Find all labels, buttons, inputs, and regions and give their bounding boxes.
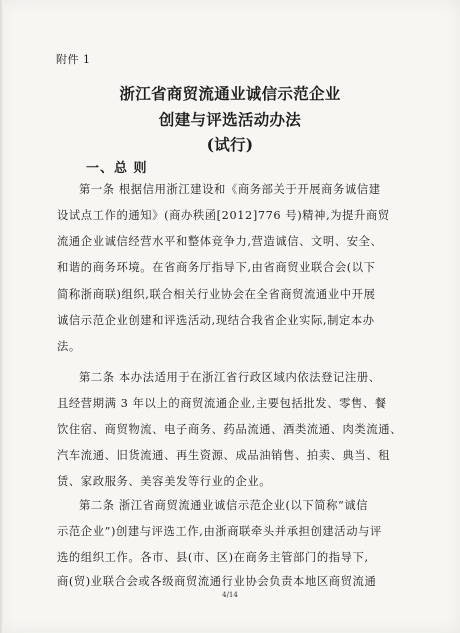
body-line: 且经营期满 3 年以上的商贸流通企业,主要包括批发、零售、餐 [57,397,387,410]
body-line: 第一条 根据信用浙江建设和《商务部关于开展商务诚信建 [79,183,381,196]
section-heading: 一、总 则 [86,161,148,176]
document-subtitle: 创建与评选活动办法 [158,110,302,129]
body-line: 示范企业”)创建与评选工作,由浙商联牵头并承担创建活动与评 [57,525,382,538]
body-line: 第二条 本办法适用于在浙江省行政区域内依法登记注册、 [79,371,381,384]
body-line: 流通企业诚信经营水平和整体竞争力,营造诚信、文明、安全、 [57,235,383,248]
page-number: 4/14 [222,591,238,599]
body-line: 汽车流通、旧货流通、再生资源、成品油销售、拍卖、典当、租 [57,449,391,462]
body-line: 诚信示范企业创建和评选活动,现结合我省企业实际,制定本办 [57,314,375,327]
body-line: 商(贸)业联合会或各级商贸流通行业协会负责本地区商贸流通 [57,575,377,588]
body-line: 法。 [57,340,81,353]
document-title: 浙江省商贸流通业诚信示范企业 [119,84,341,103]
body-line: 简称浙商联)组织,联合相关行业协会在全省商贸流通业中开展 [57,288,376,301]
body-line: 赁、家政服务、美容美发等行业的企业。 [57,475,272,488]
body-line: 第二条 浙江省商贸流通业诚信示范企业(以下简称“诚信 [79,499,369,512]
document-trial-note: (试行) [206,135,254,154]
body-line: 选的组织工作。各市、县(市、区)在商务主管部门的指导下, [57,551,369,564]
body-line: 设试点工作的通知》(商办秩函[2012]776 号)精神,为提升商贸 [57,209,390,222]
body-line: 饮住宿、商贸物流、电子商务、药品流通、酒类流通、肉类流通、 [57,423,403,436]
body-line: 和谐的商务环境。在省商务厅指导下,由省商贸业联合会(以下 [57,261,376,274]
annex-label: 附件 1 [56,53,91,66]
